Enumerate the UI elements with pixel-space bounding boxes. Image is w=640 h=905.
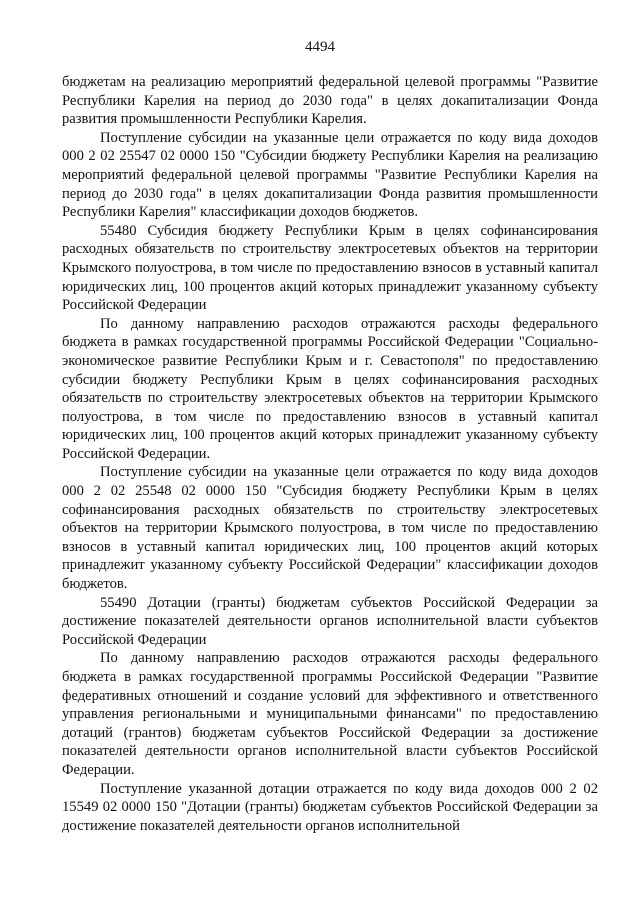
paragraph-55480-heading: 55480 Субсидия бюджету Республики Крым в целях софинансирования расходных обязательств по строительству электросетевых объектов на территории Крымского полуострова, в том числе по предоставлению взносов в уставный капитал юридических лиц, 100 процентов акций которых принадлежит указанному субъекту Российской Федерации — [62, 222, 598, 314]
page-number: 4494 — [305, 39, 335, 55]
paragraph-55490-description: По данному направлению расходов отражаются расходы федерального бюджета в рамках государственной программы Российской Федерации "Развитие федеративных отношений и создание условий для эффективного и ответственного управления региональными и муниципальными финансами" по предоставлению дотаций (грантов) бюджетам субъектов Российской Федерации за достижение показателей деятельности органов исполнительной власти субъектов Российской Федерации. — [62, 650, 598, 778]
paragraph-income-code-crimea: Поступление субсидии на указанные цели отражается по коду вида доходов 000 2 02 25548 02 0000 150 "Субсидия бюджету Республики Крым в целях софинансирования расходных обязательств по строительству электросетевых объектов на территории Крымского полуострова, в том числе по предоставлению взносов в уставный капитал юридических лиц, 100 процентов акций которых принадлежит указанному субъекту Российской Федерации" классификации доходов бюджетов. — [62, 464, 598, 593]
paragraph-income-code-karelia: Поступление субсидии на указанные цели отражается по коду вида доходов 000 2 02 25547 02 0000 150 "Субсидии бюджету Республики Карелия на реализацию мероприятий федеральной целевой программы "Развитие Республики Карелия на период до 2030 года" в целях докапитализации Фонда развития промышленности Республики Карелия" классификации доходов бюджетов. — [62, 129, 598, 221]
paragraph-55480-description: По данному направлению расходов отражаются расходы федерального бюджета в рамках государственной программы Российской Федерации "Социально-экономическое развитие Республики Крым и г. Севастополя" по предоставлению субсидии бюджету Республики Крым в целях софинансирования расходных обязательств по строительству электросетевых объектов на территории Крымского полуострова, в том числе по предоставлению взносов в уставный капитал юридических лиц, 100 процентов акций которых принадлежит указанному субъекту Российской Федерации. — [62, 315, 598, 462]
paragraph-55490-heading: 55490 Дотации (гранты) бюджетам субъектов Российской Федерации за достижение показателей деятельности органов исполнительной власти субъектов Российской Федерации — [62, 594, 598, 648]
document-body — [62, 73, 598, 835]
paragraph-continuation: бюджетам на реализацию мероприятий федеральной целевой программы "Развитие Республики Карелия на период до 2030 года" в целях докапитализации Фонда развития промышленности Республики Карелия. — [62, 74, 598, 128]
paragraph-income-code-grants: Поступление указанной дотации отражается по коду вида доходов 000 2 02 15549 02 0000 150 "Дотации (гранты) бюджетам субъектов Российской Федерации за достижение показателей деятельности органов исполнительной — [62, 780, 598, 834]
